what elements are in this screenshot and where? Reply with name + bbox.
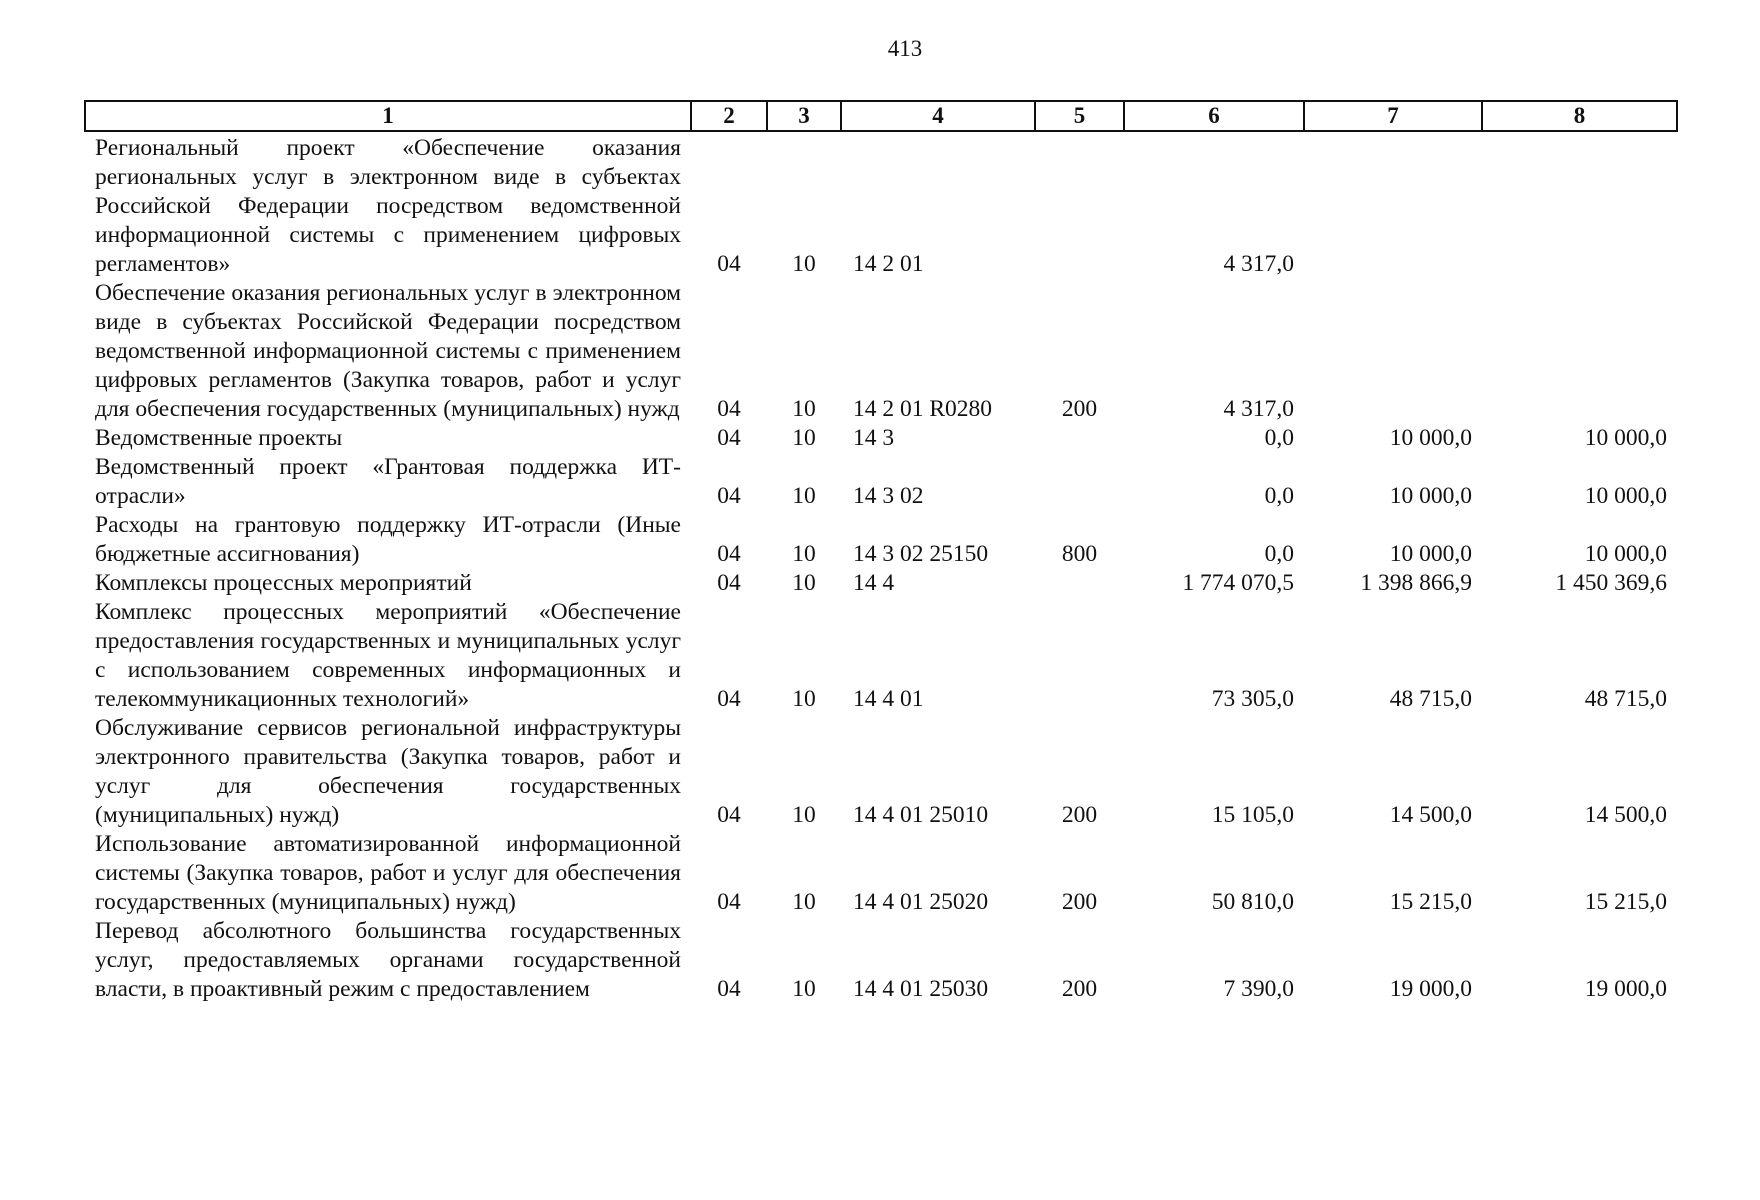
row-section: 04 <box>717 425 741 451</box>
row-name: Обслуживание сервисов региональной инфраструктуры электронного правительства (Закупка товаров, работ и услуг для обеспечения государственных (муниципальных) нужд) <box>95 715 681 828</box>
row-amount-col6: 7 390,0 <box>1223 976 1294 1002</box>
header-col-2: 2 <box>691 101 767 131</box>
row-amount-col8: 19 000,0 <box>1584 976 1667 1002</box>
row-amount-col6: 0,0 <box>1264 483 1294 509</box>
row-subsection: 10 <box>792 570 816 596</box>
row-amount-col6: 4 317,0 <box>1223 396 1294 422</box>
header-col-1: 1 <box>85 101 691 131</box>
table-row <box>85 830 1677 917</box>
row-name: Ведомственные проекты <box>95 425 343 451</box>
row-target-code: 14 4 01 25030 <box>853 976 989 1002</box>
row-name: Региональный проект «Обеспечение оказания региональных услуг в электронном виде в субъектах Российской Федерации посредством ведомственной информационной системы с применением цифровых регламентов» <box>95 135 681 277</box>
row-expense-type: 200 <box>1061 976 1098 1002</box>
row-subsection: 10 <box>792 483 816 509</box>
table-header <box>85 101 1677 131</box>
row-section: 04 <box>717 889 741 915</box>
row-amount-col8 <box>1482 131 1677 279</box>
row-amount-col6: 0,0 <box>1264 425 1294 451</box>
row-section: 04 <box>717 483 741 509</box>
row-amount-col7: 15 215,0 <box>1389 889 1472 915</box>
row-amount-col7: 10 000,0 <box>1389 483 1472 509</box>
table-row <box>85 424 1677 453</box>
row-target-code: 14 3 <box>853 425 895 451</box>
row-amount-col6: 73 305,0 <box>1211 686 1294 712</box>
row-expense-type <box>1035 131 1124 279</box>
row-expense-type <box>1035 424 1124 453</box>
row-amount-col8: 15 215,0 <box>1584 889 1667 915</box>
row-name: Обеспечение оказания региональных услуг в электронном виде в субъектах Российской Федерации посредством ведомственной информационной системы с применением цифровых регламентов (Закупка товаров, работ и услуг для обеспечения государственных (муниципальных) нужд <box>95 280 681 422</box>
row-section: 04 <box>717 251 741 277</box>
table-row <box>85 131 1677 279</box>
row-amount-col7: 14 500,0 <box>1389 802 1472 828</box>
header-col-7: 7 <box>1304 101 1482 131</box>
row-expense-type <box>1035 569 1124 598</box>
row-amount-col8: 14 500,0 <box>1584 802 1667 828</box>
row-subsection: 10 <box>792 889 816 915</box>
header-row <box>85 101 1677 131</box>
row-expense-type: 200 <box>1061 802 1098 828</box>
row-name: Расходы на грантовую поддержку ИТ-отрасли (Иные бюджетные ассигнования) <box>95 512 681 567</box>
page-number: 413 <box>887 36 923 61</box>
row-target-code: 14 4 01 25010 <box>853 802 989 828</box>
row-amount-col7: 48 715,0 <box>1389 686 1472 712</box>
row-section: 04 <box>717 570 741 596</box>
table-row <box>85 453 1677 511</box>
row-amount-col7: 19 000,0 <box>1389 976 1472 1002</box>
row-target-code: 14 3 02 25150 <box>853 541 989 567</box>
row-subsection: 10 <box>792 541 816 567</box>
row-target-code: 14 3 02 <box>853 483 924 509</box>
row-section: 04 <box>717 976 741 1002</box>
row-amount-col6: 4 317,0 <box>1223 251 1294 277</box>
row-expense-type <box>1035 598 1124 714</box>
table-row <box>85 511 1677 569</box>
row-amount-col8: 10 000,0 <box>1584 541 1667 567</box>
row-amount-col8: 1 450 369,6 <box>1555 570 1667 596</box>
row-subsection: 10 <box>792 976 816 1002</box>
row-amount-col8: 10 000,0 <box>1584 483 1667 509</box>
header-col-4: 4 <box>841 101 1035 131</box>
row-target-code: 14 4 01 25020 <box>853 889 989 915</box>
table-row <box>85 714 1677 830</box>
row-target-code: 14 2 01 R0280 <box>853 396 993 422</box>
row-amount-col6: 1 774 070,5 <box>1182 570 1294 596</box>
row-amount-col6: 50 810,0 <box>1211 889 1294 915</box>
row-subsection: 10 <box>792 686 816 712</box>
row-name: Использование автоматизированной информационной системы (Закупка товаров, работ и услуг для обеспечения государственных (муниципальных) нужд) <box>95 831 681 915</box>
row-amount-col7: 10 000,0 <box>1389 425 1472 451</box>
row-target-code: 14 4 01 <box>853 686 924 712</box>
row-section: 04 <box>717 686 741 712</box>
header-col-8: 8 <box>1482 101 1677 131</box>
header-col-3: 3 <box>767 101 841 131</box>
row-amount-col7 <box>1304 279 1482 424</box>
table-body <box>85 131 1677 1004</box>
table-row <box>85 917 1677 1004</box>
header-col-6: 6 <box>1124 101 1304 131</box>
row-amount-col8: 10 000,0 <box>1584 425 1667 451</box>
table-row <box>85 279 1677 424</box>
row-amount-col7 <box>1304 131 1482 279</box>
row-amount-col7: 10 000,0 <box>1389 541 1472 567</box>
row-subsection: 10 <box>792 396 816 422</box>
header-col-5: 5 <box>1035 101 1124 131</box>
row-section: 04 <box>717 802 741 828</box>
row-name: Комплексы процессных мероприятий <box>95 570 472 596</box>
row-name: Комплекс процессных мероприятий «Обеспечение предоставления государственных и муниципальных услуг с использованием современных информационных и телекоммуникационных технологий» <box>95 599 681 712</box>
row-expense-type: 800 <box>1061 541 1098 567</box>
row-expense-type <box>1035 453 1124 511</box>
row-subsection: 10 <box>792 802 816 828</box>
row-amount-col6: 15 105,0 <box>1211 802 1294 828</box>
row-expense-type: 200 <box>1061 889 1098 915</box>
row-subsection: 10 <box>792 425 816 451</box>
row-amount-col8 <box>1482 279 1677 424</box>
table-row <box>85 569 1677 598</box>
row-name: Перевод абсолютного большинства государственных услуг, предоставляемых органами государственной власти, в проактивный режим с предоставлением <box>95 918 681 1002</box>
row-target-code: 14 2 01 <box>853 251 924 277</box>
row-expense-type: 200 <box>1061 396 1098 422</box>
row-target-code: 14 4 <box>853 570 895 596</box>
row-section: 04 <box>717 396 741 422</box>
row-section: 04 <box>717 541 741 567</box>
row-amount-col6: 0,0 <box>1264 541 1294 567</box>
row-name: Ведомственный проект «Грантовая поддержка ИТ-отрасли» <box>95 454 681 509</box>
row-amount-col8: 48 715,0 <box>1584 686 1667 712</box>
table-row <box>85 598 1677 714</box>
row-amount-col7: 1 398 866,9 <box>1360 570 1472 596</box>
budget-table <box>84 100 1678 1004</box>
row-subsection: 10 <box>792 251 816 277</box>
